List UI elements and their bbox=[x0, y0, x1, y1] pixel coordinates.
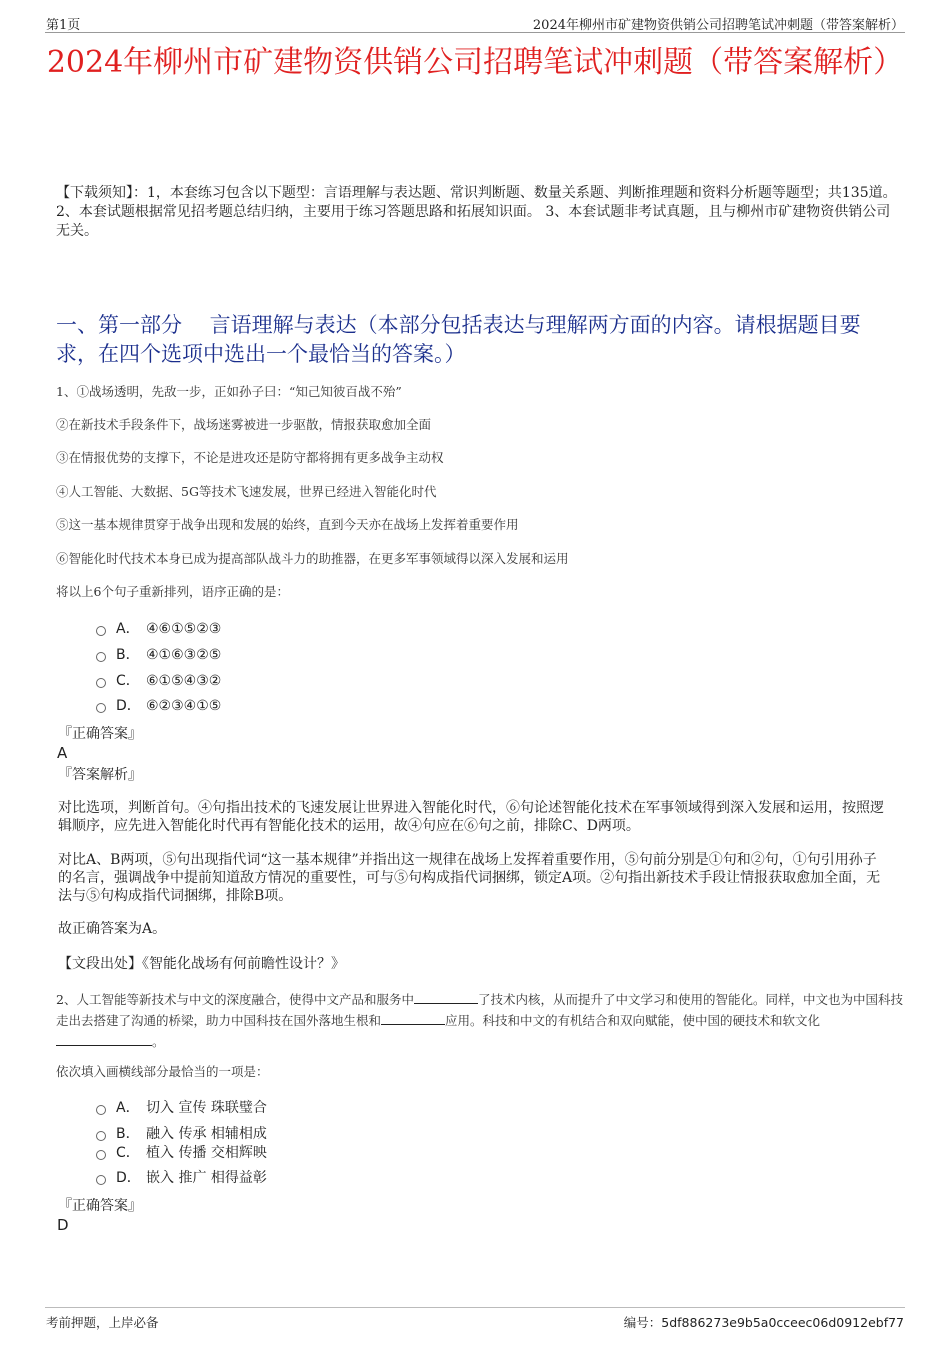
answer-value: D bbox=[57, 1216, 69, 1234]
page-number: 第1页 bbox=[46, 18, 81, 33]
footer-code-label: 编号： bbox=[623, 1315, 662, 1330]
analysis-label: 『答案解析』 bbox=[58, 767, 142, 783]
page-title: 2024年柳州市矿建物资供销公司招聘笔试冲刺题（带答案解析） bbox=[46, 45, 904, 80]
answer-value: A bbox=[57, 744, 68, 762]
download-notice: 【下载须知】：1，本套练习包含以下题型：言语理解与表达题、常识判断题、数量关系题、判断推理题和资料分析题等题型；共135道。 2、本套试题根据常见招考题总结归纳，主要用于练习答题思路和拓展知识面。 3、本套试题非考试真题，且与柳州市矿建物资供销公司无关。 bbox=[56, 185, 897, 239]
footer-code-value: 5df886273e9b5a0cceec06d0912ebf77 bbox=[661, 1315, 904, 1330]
analysis-paragraph: 对比A、B两项，⑤句出现指代词“这一基本规律”并指出这一规律在战场上发挥着重要作用，⑤句前分别是①句和②句，①句引用孙子的名言，强调战争中提前知道敌方情况的重要性，可与⑤句构成指代词捆绑，锁定A项。②句指出新技术手段让情报获取愈加全面，无法与⑤句构成指代词捆绑，排除B项。 bbox=[58, 852, 881, 904]
option-text: ⑥①⑤④③② bbox=[146, 673, 222, 689]
q1-line: ④人工智能、大数据、5G等技术飞速发展，世界已经进入智能化时代 bbox=[56, 484, 437, 499]
option-text: 融入 传承 相辅相成 bbox=[146, 1126, 267, 1142]
option-letter: C． bbox=[116, 673, 140, 689]
option-text: ⑥②③④①⑤ bbox=[146, 698, 222, 714]
radio-icon[interactable] bbox=[96, 1131, 106, 1141]
header-divider bbox=[45, 32, 905, 33]
option-letter: D． bbox=[116, 1170, 141, 1186]
q1-option-c[interactable] bbox=[96, 672, 221, 690]
q2-stem-part: 应用。科技和中文的有机结合和双向赋能，使中国的硬技术和软文化 bbox=[445, 1013, 821, 1028]
radio-icon[interactable] bbox=[96, 652, 106, 662]
q1-line: ②在新技术手段条件下，战场迷雾被进一步驱散，情报获取愈加全面 bbox=[56, 417, 432, 432]
q2-stem-part: 。 bbox=[152, 1034, 165, 1049]
q1-line: 1、①战场透明，先敌一步，正如孙子曰：“知己知彼百战不殆” bbox=[56, 384, 402, 399]
option-letter: A． bbox=[116, 1100, 140, 1116]
q1-option-d[interactable] bbox=[96, 697, 221, 715]
footer-divider bbox=[45, 1307, 905, 1308]
fill-blank bbox=[414, 990, 478, 1004]
q1-line: ⑥智能化时代技术本身已成为提高部队战斗力的助推器，在更多军事领域得以深入发展和运用 bbox=[56, 551, 569, 566]
radio-icon[interactable] bbox=[96, 1175, 106, 1185]
q2-stem bbox=[56, 989, 906, 1052]
option-letter: B． bbox=[116, 647, 140, 663]
section-heading: 一、第一部分 言语理解与表达（本部分包括表达与理解两方面的内容。请根据题目要求，在四个选项中选出一个最恰当的答案。） bbox=[56, 313, 861, 366]
option-text: 切入 宣传 珠联璧合 bbox=[146, 1100, 267, 1116]
option-text: ④⑥①⑤②③ bbox=[146, 621, 222, 637]
q1-option-b[interactable] bbox=[96, 646, 221, 664]
option-text: ④①⑥③②⑤ bbox=[146, 647, 222, 663]
source-citation: 【文段出处】《智能化战场有何前瞻性设计？》 bbox=[58, 956, 345, 972]
option-letter: C． bbox=[116, 1145, 140, 1161]
option-letter: D． bbox=[116, 698, 141, 714]
analysis-conclusion: 故正确答案为A。 bbox=[58, 921, 167, 937]
q2-option-b[interactable] bbox=[96, 1125, 267, 1143]
option-text: 嵌入 推广 相得益彰 bbox=[146, 1170, 267, 1186]
footer-code bbox=[624, 1313, 904, 1331]
radio-icon[interactable] bbox=[96, 1105, 106, 1115]
footer-slogan: 考前押题，上岸必备 bbox=[46, 1315, 159, 1330]
option-letter: A． bbox=[116, 621, 140, 637]
q2-option-a[interactable] bbox=[96, 1099, 267, 1117]
fill-blank bbox=[381, 1011, 445, 1025]
fill-blank bbox=[56, 1032, 152, 1046]
radio-icon[interactable] bbox=[96, 678, 106, 688]
q2-option-d[interactable] bbox=[96, 1169, 267, 1187]
q2-option-c[interactable] bbox=[96, 1144, 267, 1162]
answer-label: 『正确答案』 bbox=[58, 1198, 142, 1214]
q2-stem-part: 了技术内核，从而提升了中文学习和使用的智能化。同样，中文也为中国科技走出去搭建了沟通的桥梁，助力中国科技在国外落地生根和 bbox=[56, 992, 903, 1028]
q2-stem-part: 2、人工智能等新技术与中文的深度融合，使得中文产品和服务中 bbox=[56, 992, 414, 1007]
option-letter: B． bbox=[116, 1126, 140, 1142]
q1-prompt: 将以上6个句子重新排列，语序正确的是： bbox=[56, 584, 289, 599]
q1-line: ③在情报优势的支撑下，不论是进攻还是防守都将拥有更多战争主动权 bbox=[56, 450, 444, 465]
radio-icon[interactable] bbox=[96, 1150, 106, 1160]
answer-label: 『正确答案』 bbox=[58, 726, 142, 742]
q1-option-a[interactable] bbox=[96, 620, 221, 638]
analysis-paragraph: 对比选项，判断首句。④句指出技术的飞速发展让世界进入智能化时代，⑥句论述智能化技术在军事领域得到深入发展和运用，按照逻辑顺序，应先进入智能化时代再有智能化技术的运用，故④句应在⑥句之前，排除C、D两项。 bbox=[58, 800, 884, 834]
header-doc-title: 2024年柳州市矿建物资供销公司招聘笔试冲刺题（带答案解析） bbox=[532, 18, 904, 33]
radio-icon[interactable] bbox=[96, 626, 106, 636]
q2-prompt: 依次填入画横线部分最恰当的一项是： bbox=[56, 1064, 269, 1079]
q1-line: ⑤这一基本规律贯穿于战争出现和发展的始终，直到今天亦在战场上发挥着重要作用 bbox=[56, 517, 519, 532]
option-text: 植入 传播 交相辉映 bbox=[146, 1145, 267, 1161]
radio-icon[interactable] bbox=[96, 703, 106, 713]
